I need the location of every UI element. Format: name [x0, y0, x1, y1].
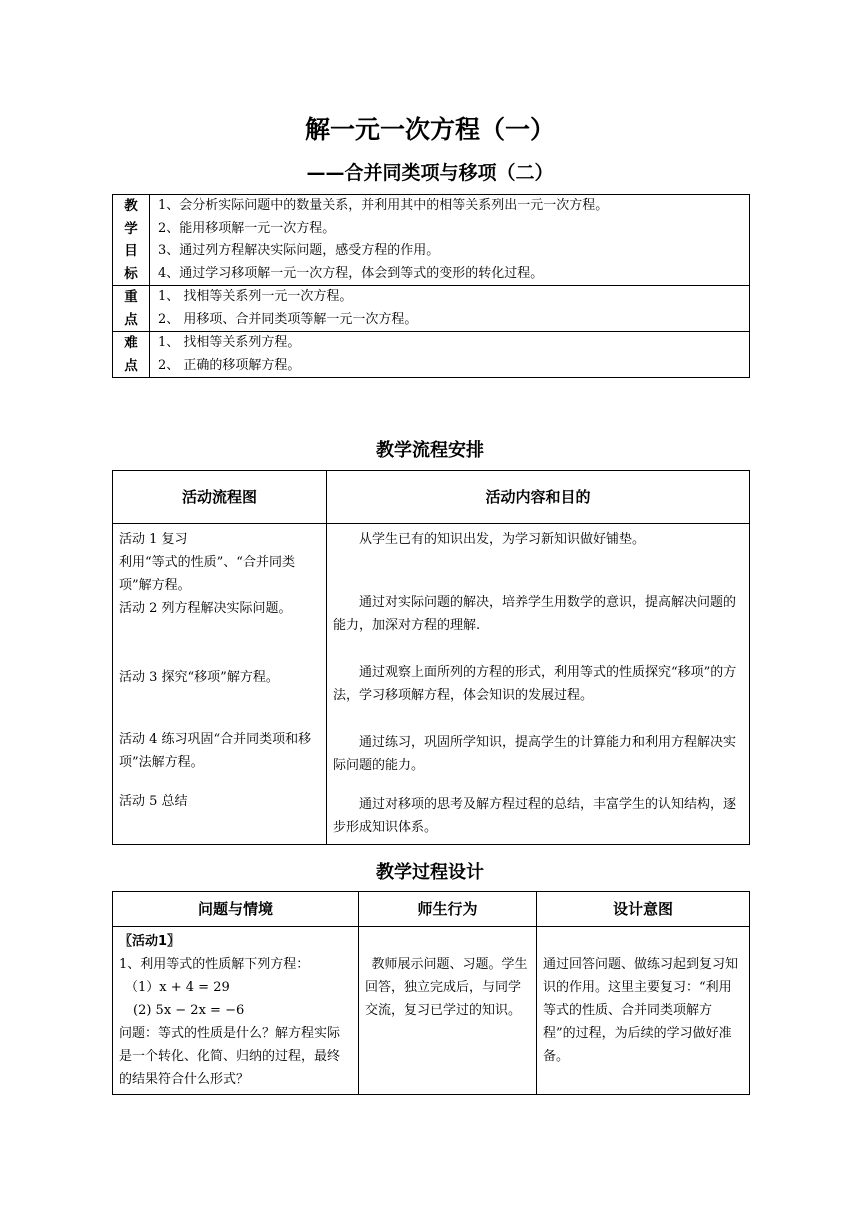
- activity-1-detail: 利用“等式的性质”、“合并同类项”解方程。: [119, 555, 295, 593]
- purpose-2: 通过对实际问题的解决，培养学生用数学的意识，提高解决问题的能力，加深对方程的理解.: [333, 595, 737, 633]
- purpose-3: 通过观察上面所列的方程的形式，利用等式的性质探究“移项”的方法，学习移项解方程，体会知识的发展过程。: [333, 665, 737, 703]
- equation-2: (2) 5x − 2x = −6: [133, 1003, 245, 1018]
- intent-text: 通过回答问题、做练习起到复习知识的作用。这里主要复习：“利用等式的性质、合并同类项解方程”的过程，为后续的学习做好准备。: [543, 957, 739, 1064]
- process-header-intent: 设计意图: [537, 892, 750, 927]
- difficulties-content: 1、 找相等关系列方程。 2、 正确的移项解方程。: [150, 332, 750, 378]
- flow-purpose-cell: [327, 524, 750, 845]
- purpose-1: 从学生已有的知识出发，为学习新知识做好铺垫。: [359, 532, 646, 547]
- objectives-label: 教 学 目 标: [113, 195, 150, 286]
- flow-body-row: [113, 524, 750, 845]
- objectives-content: 1、会分析实际问题中的数量关系，并利用其中的相等关系列出一元一次方程。 2、能用移项解一元一次方程。 3、通过列方程解决实际问题，感受方程的作用。 4、通过学习移项解一元一次方程，体会到等式的变形的转化过程。: [150, 195, 750, 286]
- purpose-4: 通过练习，巩固所学知识，提高学生的计算能力和利用方程解决实际问题的能力。: [333, 735, 737, 773]
- objectives-row: [113, 195, 750, 286]
- problem-question: 问题：等式的性质是什么？解方程实际是一个转化、化简、归纳的过程，最终的结果符合什么形式？: [119, 1026, 341, 1087]
- activity-2: 活动 2 列方程解决实际问题。: [119, 601, 292, 616]
- key-points-row: [113, 286, 750, 332]
- activity-3: 活动 3 探究“移项”解方程。: [119, 670, 279, 685]
- flow-header-purpose: 活动内容和目的: [327, 471, 750, 524]
- document-title: 解一元一次方程（一）: [304, 115, 555, 144]
- process-table: [112, 891, 750, 1095]
- process-section-title: 教学过程设计: [376, 862, 484, 883]
- activity-1-label: 〖活动1〗: [119, 934, 181, 949]
- activity-1: 活动 1 复习: [119, 532, 188, 547]
- process-row-activity-1: [113, 927, 750, 1095]
- activity-4: 活动 4 练习巩固“合并同类项和移项”法解方程。: [119, 732, 312, 770]
- activity-5: 活动 5 总结: [119, 794, 188, 809]
- purpose-5: 通过对移项的思考及解方程过程的总结，丰富学生的认知结构，逐步形成知识体系。: [333, 797, 737, 835]
- flow-activities-cell: [113, 524, 327, 845]
- document-subtitle: ——合并同类项与移项（二）: [306, 162, 554, 184]
- problem-line-1: 1、利用等式的性质解下列方程：: [119, 957, 310, 972]
- problem-cell: [113, 927, 359, 1095]
- key-points-content: 1、 找相等关系列一元一次方程。 2、 用移项、合并同类项等解一元一次方程。: [150, 286, 750, 332]
- key-points-label: 重 点: [113, 286, 150, 332]
- flow-table: [112, 470, 750, 845]
- flow-section-title: 教学流程安排: [376, 440, 484, 461]
- behavior-text: 教师展示问题、习题。学生回答，独立完成后，与同学交流，复习已学过的知识。: [365, 957, 528, 1018]
- behavior-cell: [359, 927, 537, 1095]
- difficulties-row: [113, 332, 750, 378]
- process-header-behavior: 师生行为: [359, 892, 537, 927]
- flow-header-activities: 活动流程图: [113, 471, 327, 524]
- process-header-problem: 问题与情境: [113, 892, 359, 927]
- equation-1: （1）x + 4 = 29: [125, 980, 230, 995]
- intent-cell: [537, 927, 750, 1095]
- objectives-table: [112, 194, 750, 378]
- difficulties-label: 难 点: [113, 332, 150, 378]
- flow-header-row: [113, 471, 750, 524]
- process-header-row: [113, 892, 750, 927]
